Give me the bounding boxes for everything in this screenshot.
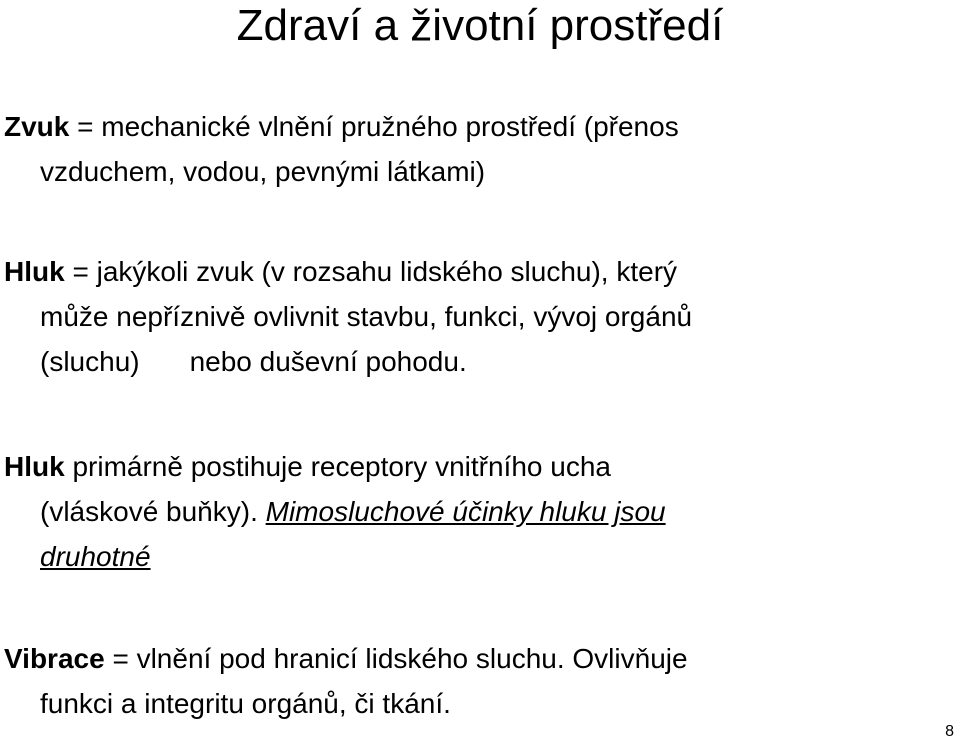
sound-line-1-text: = mechanické vlnění pružného prostředí (přenos	[69, 111, 679, 142]
noise-effects	[4, 444, 944, 579]
vibration-line-1	[4, 636, 944, 681]
noise-term: Hluk	[4, 256, 65, 287]
noise-definition-line-1-text: = jakýkoli zvuk (v rozsahu lidského sluchu), který	[64, 256, 678, 287]
page-number: 8	[945, 723, 954, 740]
slide-title: Zdraví a životní prostředí	[236, 1, 724, 50]
noise-definition-line-2: může nepříznivě ovlivnit stavbu, funkci, vývoj orgánů	[40, 301, 693, 332]
vibration-line-2: funkci a integritu orgánů, či tkání.	[40, 688, 451, 719]
sound-line-1	[4, 104, 944, 149]
noise-definition-line-3-b: nebo duševní pohodu.	[189, 346, 467, 377]
vibration-line-1-text: = vlnění pod hranicí lidského sluchu. Ovlivňuje	[104, 643, 688, 674]
noise-effects-line-2-text: (vláskové buňky).	[40, 496, 266, 527]
vibration-term: Vibrace	[4, 643, 105, 674]
noise-effects-emphasis-end: druhotné	[40, 541, 151, 572]
sound-term: Zvuk	[4, 111, 70, 142]
noise-effects-emphasis: Mimosluchové účinky hluku jsou	[265, 496, 666, 527]
noise-definition-line-1	[4, 249, 944, 294]
sound-line-2: vzduchem, vodou, pevnými látkami)	[40, 156, 486, 187]
sound-definition	[4, 104, 944, 194]
noise-effects-term: Hluk	[4, 451, 65, 482]
noise-effects-line-1	[4, 444, 944, 489]
noise-definition-line-3-a: (sluchu)	[40, 346, 140, 377]
noise-definition	[4, 249, 944, 384]
noise-effects-line-1-text: primárně postihuje receptory vnitřního ucha	[64, 451, 611, 482]
vibration-definition	[4, 636, 944, 726]
noise-effects-line-2	[4, 489, 944, 534]
noise-definition-line-3	[4, 339, 944, 384]
noise-effects-line-3	[4, 534, 944, 579]
